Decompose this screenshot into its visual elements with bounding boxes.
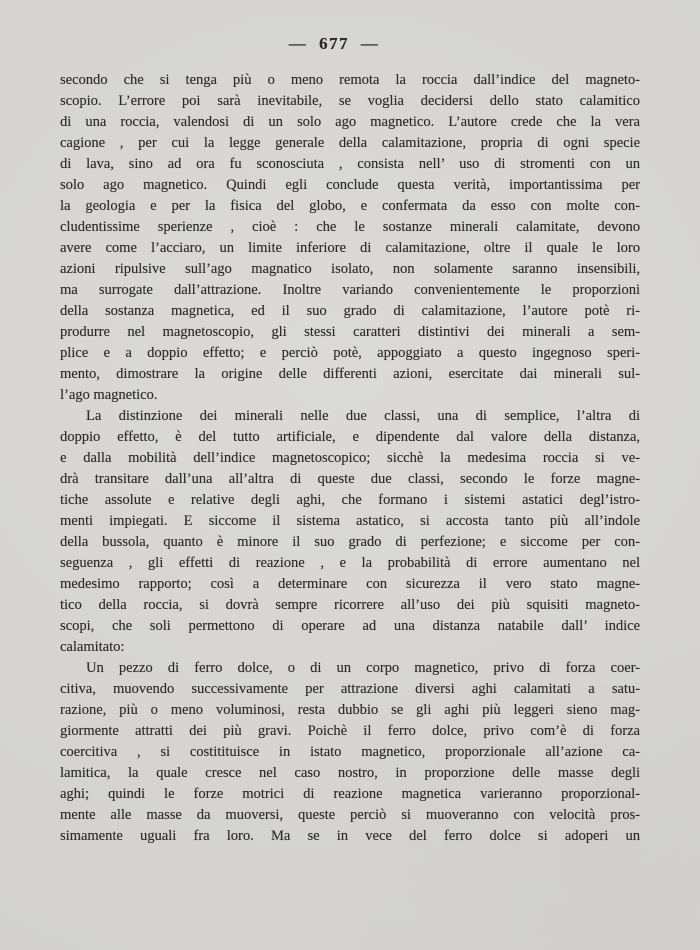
- text-line: tiche assolute e relative degli aghi, che formano i sistemi astatici degl’istro-: [60, 492, 640, 508]
- text-line: della bussola, quanto è minore il suo grado di perfezione; e siccome per con-: [60, 534, 640, 550]
- text-line: plice e a doppio effetto; e perciò potè, appoggiato a questo ingegnoso speri-: [60, 345, 640, 361]
- text-line: ma surrogate dall’attrazione. Inoltre variando convenientemente le proporzioni: [60, 282, 640, 298]
- text-line: tico della roccia, si dovrà sempre ricorrere all’uso dei più squisiti magneto-: [60, 597, 640, 613]
- text-line: produrre nel magnetoscopio, gli stessi caratteri distintivi dei minerali a sem-: [60, 324, 640, 340]
- text-line: mente alle masse da muoversi, queste perciò si muoveranno con velocità pros-: [60, 807, 640, 823]
- text-line: doppio effetto, è del tutto artificiale, e dipendente dal valore della distanza,: [60, 429, 640, 445]
- text-line: di lava, sino ad ora fu sconosciuta , consista nell’ uso di stromenti con un: [60, 156, 640, 172]
- text-line: razione, più o meno voluminosi, resta dubbio se gli aghi più leggeri sieno mag-: [60, 702, 640, 718]
- text-line: scopi, che soli permettono di operare ad una distanza natabile dall’ indice: [60, 618, 640, 634]
- text-line: medesimo rapporto; così a determinare con sicurezza il vero stato magne-: [60, 576, 640, 592]
- text-line: lamitica, la quale cresce nel caso nostro, in proporzione delle masse degli: [60, 765, 640, 781]
- text-line: menti impiegati. E siccome il sistema astatico, si accosta tanto più all’indole: [60, 513, 640, 529]
- text-line: solo ago magnetico. Quindi egli conclude questa verità, importantissima per: [60, 177, 640, 193]
- text-line: drà transitare dall’una all’altra di queste due classi, secondo le forze magne-: [60, 471, 640, 487]
- text-line: calamitato:: [60, 639, 125, 655]
- text-line: seguenza , gli effetti di reazione , e la probabilità di errore aumentano nel: [60, 555, 640, 571]
- text-line: giormente attratti dei più gravi. Poichè il ferro dolce, privo com’è di forza: [60, 723, 640, 739]
- page-number: — 677 —: [288, 34, 380, 53]
- text-line: avere come l’acciaro, un limite inferiore di calamitazione, oltre il quale le loro: [60, 240, 640, 256]
- text-line: Un pezzo di ferro dolce, o di un corpo magnetico, privo di forza coer-: [86, 660, 640, 676]
- text-line: coercitiva , si costitituisce in istato magnetico, proporzionale all’azione ca-: [60, 744, 640, 760]
- text-line: aghi; quindi le forze motrici di reazione magnetica varieranno proporzional-: [60, 786, 640, 802]
- text-line: secondo che si tenga più o meno remota la roccia dall’indice del magneto-: [60, 72, 640, 88]
- text-line: l’ago magnetico.: [60, 387, 158, 403]
- text-line: mento, dimostrare la origine delle differenti azioni, esercitate dai minerali sul-: [60, 366, 640, 382]
- text-line: e dalla mobilità dell’indice magnetoscopico; sicchè la medesima roccia si ve-: [60, 450, 640, 466]
- text-line: azioni ripulsive sull’ago magnatico isolato, non solamente saranno insensibili,: [60, 261, 640, 277]
- page-text-block: [60, 70, 640, 847]
- text-line: cagione , per cui la legge generale della calamitazione, propria di ogni specie: [60, 135, 640, 151]
- text-line: citiva, muovendo successivamente per attrazione diversi aghi calamitati a satu-: [60, 681, 640, 697]
- text-line: La distinzione dei minerali nelle due classi, una di semplice, l’altra di: [86, 408, 640, 424]
- text-line: la geologia e per la fisica del globo, e confermata da esso con molte con-: [60, 198, 640, 214]
- text-line: cludentissime sperienze , cioè : che le sostanze minerali calamitate, devono: [60, 219, 640, 235]
- text-line: della sostanza magnetica, ed il suo grado di calamitazione, l’autore potè ri-: [60, 303, 640, 319]
- text-line: simamente uguali fra loro. Ma se in vece del ferro dolce si adoperi un: [60, 828, 640, 844]
- text-line: di una roccia, valendosi di un solo ago magnetico. L’autore crede che la vera: [60, 114, 640, 130]
- text-line: scopio. L’errore poi sarà inevitabile, se voglia decidersi dello stato calamitico: [60, 93, 640, 109]
